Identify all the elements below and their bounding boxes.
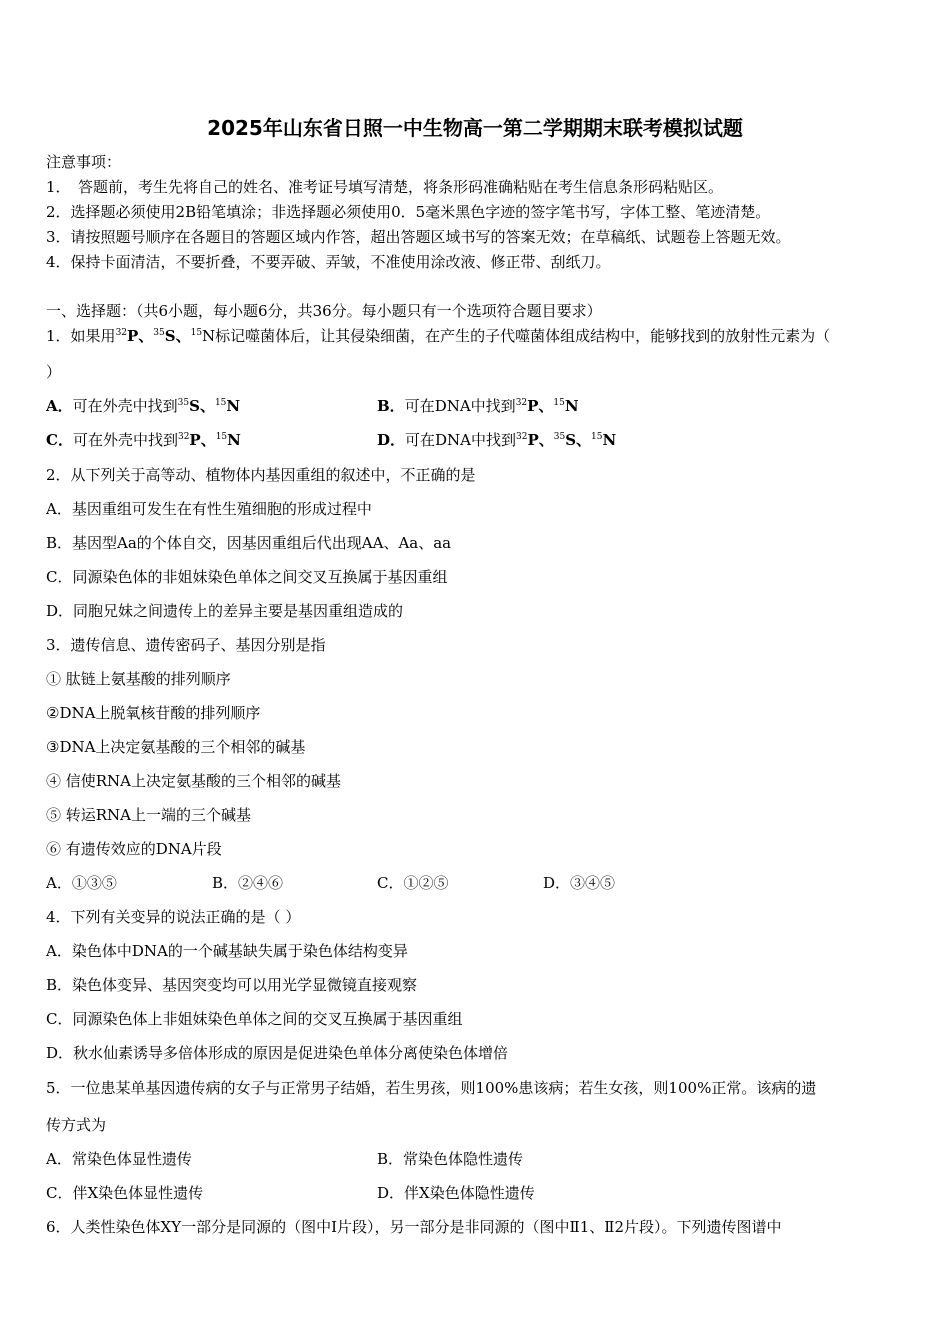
q1-option-b[interactable] — [377, 396, 579, 416]
q3-option-b[interactable]: B．②④⑥ — [212, 874, 284, 892]
isotope-mass: 15 — [190, 328, 203, 338]
q3-item-3: ③DNA上决定氨基酸的三个相邻的碱基 — [46, 738, 306, 756]
q5-option-d[interactable]: D．伴X染色体隐性遗传 — [377, 1184, 535, 1202]
q5-option-b[interactable]: B．常染色体隐性遗传 — [377, 1150, 524, 1168]
question-number: 6． — [46, 1218, 71, 1236]
q3-option-d[interactable]: D．③④⑤ — [543, 874, 616, 892]
q1-option-c[interactable] — [46, 430, 241, 450]
element: P、 — [189, 431, 216, 449]
question-3-stem — [46, 635, 326, 655]
isotope-mass: 35 — [177, 398, 190, 408]
stem-text: 下列有关变异的说法正确的是（ ） — [70, 908, 301, 926]
q4-option-c[interactable]: C．同源染色体上非姐妹染色单体之间的交叉互换属于基因重组 — [46, 1010, 463, 1028]
isotope-mass: 32 — [115, 328, 128, 338]
element: N — [227, 431, 241, 449]
stem-text: 如果用 — [70, 327, 116, 345]
option-label: C． — [46, 431, 73, 449]
q1-option-a[interactable] — [46, 396, 240, 416]
question-number: 3． — [46, 636, 71, 654]
stem-text: 从下列关于高等动、植物体内基因重组的叙述中，不正确的是 — [70, 466, 476, 484]
isotope-mass: 15 — [215, 432, 228, 442]
isotope-mass: 15 — [553, 398, 565, 408]
notes-heading: 注意事项： — [46, 153, 122, 171]
option-label: D． — [377, 431, 406, 449]
stem-text: N标记噬菌体后，让其侵染细菌，在产生的子代噬菌体组成结构中，能够找到的放射性元素为（ — [202, 327, 831, 345]
q3-item-6: ⑥ 有遗传效应的DNA片段 — [46, 840, 222, 858]
stem-text: 一位患某单基因遗传病的女子与正常男子结婚，若生男孩，则100%患该病；若生女孩，则100%正常。该病的遗 — [70, 1079, 817, 1097]
isotope-mass: 32 — [177, 432, 190, 442]
element: P、 — [527, 431, 554, 449]
isotope-mass: 35 — [553, 432, 566, 442]
element: P、 — [127, 327, 154, 345]
stem-text: 人类性染色体XY一部分是同源的（图中Ⅰ片段），另一部分是非同源的（图中Ⅱ1、Ⅱ2片段）。下列遗传图谱中 — [70, 1218, 782, 1236]
element: N — [564, 397, 579, 415]
q3-option-a[interactable]: A．①③⑤ — [46, 874, 117, 892]
isotope-mass: 35 — [153, 328, 165, 338]
element: S、 — [164, 327, 191, 345]
isotope-mass: 15 — [591, 432, 603, 442]
question-number: 4． — [46, 908, 71, 926]
element: S、 — [565, 431, 592, 449]
note-item-3: 3．请按照题号顺序在各题目的答题区域内作答，超出答题区域书写的答案无效；在草稿纸、试题卷上答题无效。 — [46, 228, 791, 246]
isotope-mass: 32 — [515, 398, 528, 408]
element: S、 — [189, 397, 215, 415]
isotope-mass: 32 — [516, 432, 528, 442]
q2-option-a[interactable]: A．基因重组可发生在有性生殖细胞的形成过程中 — [46, 500, 372, 518]
q4-option-b[interactable]: B．染色体变异、基因突变均可以用光学显微镜直接观察 — [46, 976, 418, 994]
question-2-stem — [46, 465, 476, 485]
note-item-4: 4．保持卡面清洁，不要折叠，不要弄破、弄皱，不准使用涂改液、修正带、刮纸刀。 — [46, 253, 611, 271]
stem-text: 遗传信息、遗传密码子、基因分别是指 — [70, 636, 326, 654]
note-item-2: 2．选择题必须使用2B铅笔填涂；非选择题必须使用0．5毫米黑色字迹的签字笔书写，字体工整、笔迹清楚。 — [46, 203, 771, 221]
option-text: 可在DNA中找到 — [405, 431, 517, 449]
option-text: 可在DNA中找到 — [404, 397, 516, 415]
question-5-stem — [46, 1078, 816, 1098]
question-number: 5． — [46, 1079, 71, 1097]
q3-item-2: ②DNA上脱氧核苷酸的排列顺序 — [46, 704, 261, 722]
element: N — [226, 397, 241, 415]
option-text: 可在外壳中找到 — [72, 397, 178, 415]
question-5-stem-cont: 传方式为 — [46, 1116, 107, 1134]
q4-option-a[interactable]: A．染色体中DNA的一个碱基缺失属于染色体结构变异 — [46, 942, 408, 960]
q5-option-c[interactable]: C．伴X染色体显性遗传 — [46, 1184, 204, 1202]
page-title: 2025年山东省日照一中生物高一第二学期期末联考模拟试题 — [207, 116, 743, 140]
question-4-stem — [46, 907, 300, 927]
question-number: 2． — [46, 466, 71, 484]
q4-option-d[interactable]: D．秋水仙素诱导多倍体形成的原因是促进染色单体分离使染色体增倍 — [46, 1044, 509, 1062]
question-number: 1． — [46, 327, 71, 345]
q2-option-c[interactable]: C．同源染色体的非姐妹染色单体之间交叉互换属于基因重组 — [46, 568, 448, 586]
element: N — [602, 431, 617, 449]
option-text: 可在外壳中找到 — [72, 431, 178, 449]
note-item-1: 1． 答题前，考生先将自己的姓名、准考证号填写清楚，将条形码准确粘贴在考生信息条形码粘贴区。 — [46, 178, 724, 196]
q2-option-d[interactable]: D．同胞兄妹之间遗传上的差异主要是基因重组造成的 — [46, 602, 404, 620]
question-1-stem — [46, 326, 830, 346]
q3-item-5: ⑤ 转运RNA上一端的三个碱基 — [46, 806, 252, 824]
question-1-stem-cont: ） — [46, 363, 62, 381]
element: P、 — [527, 397, 554, 415]
section-heading: 一、选择题：（共6小题，每小题6分，共36分。每小题只有一个选项符合题目要求） — [46, 302, 602, 320]
option-label: B． — [377, 397, 405, 415]
q3-option-c[interactable]: C．①②⑤ — [377, 874, 449, 892]
q3-item-4: ④ 信使RNA上决定氨基酸的三个相邻的碱基 — [46, 772, 342, 790]
q5-option-a[interactable]: A．常染色体显性遗传 — [46, 1150, 192, 1168]
q3-item-1: ① 肽链上氨基酸的排列顺序 — [46, 670, 231, 688]
question-6-stem — [46, 1217, 782, 1237]
isotope-mass: 15 — [214, 398, 227, 408]
option-label: A． — [46, 397, 73, 415]
q1-option-d[interactable] — [377, 430, 616, 450]
q2-option-b[interactable]: B．基因型Aa的个体自交，因基因重组后代出现AA、Aa、aa — [46, 534, 452, 552]
